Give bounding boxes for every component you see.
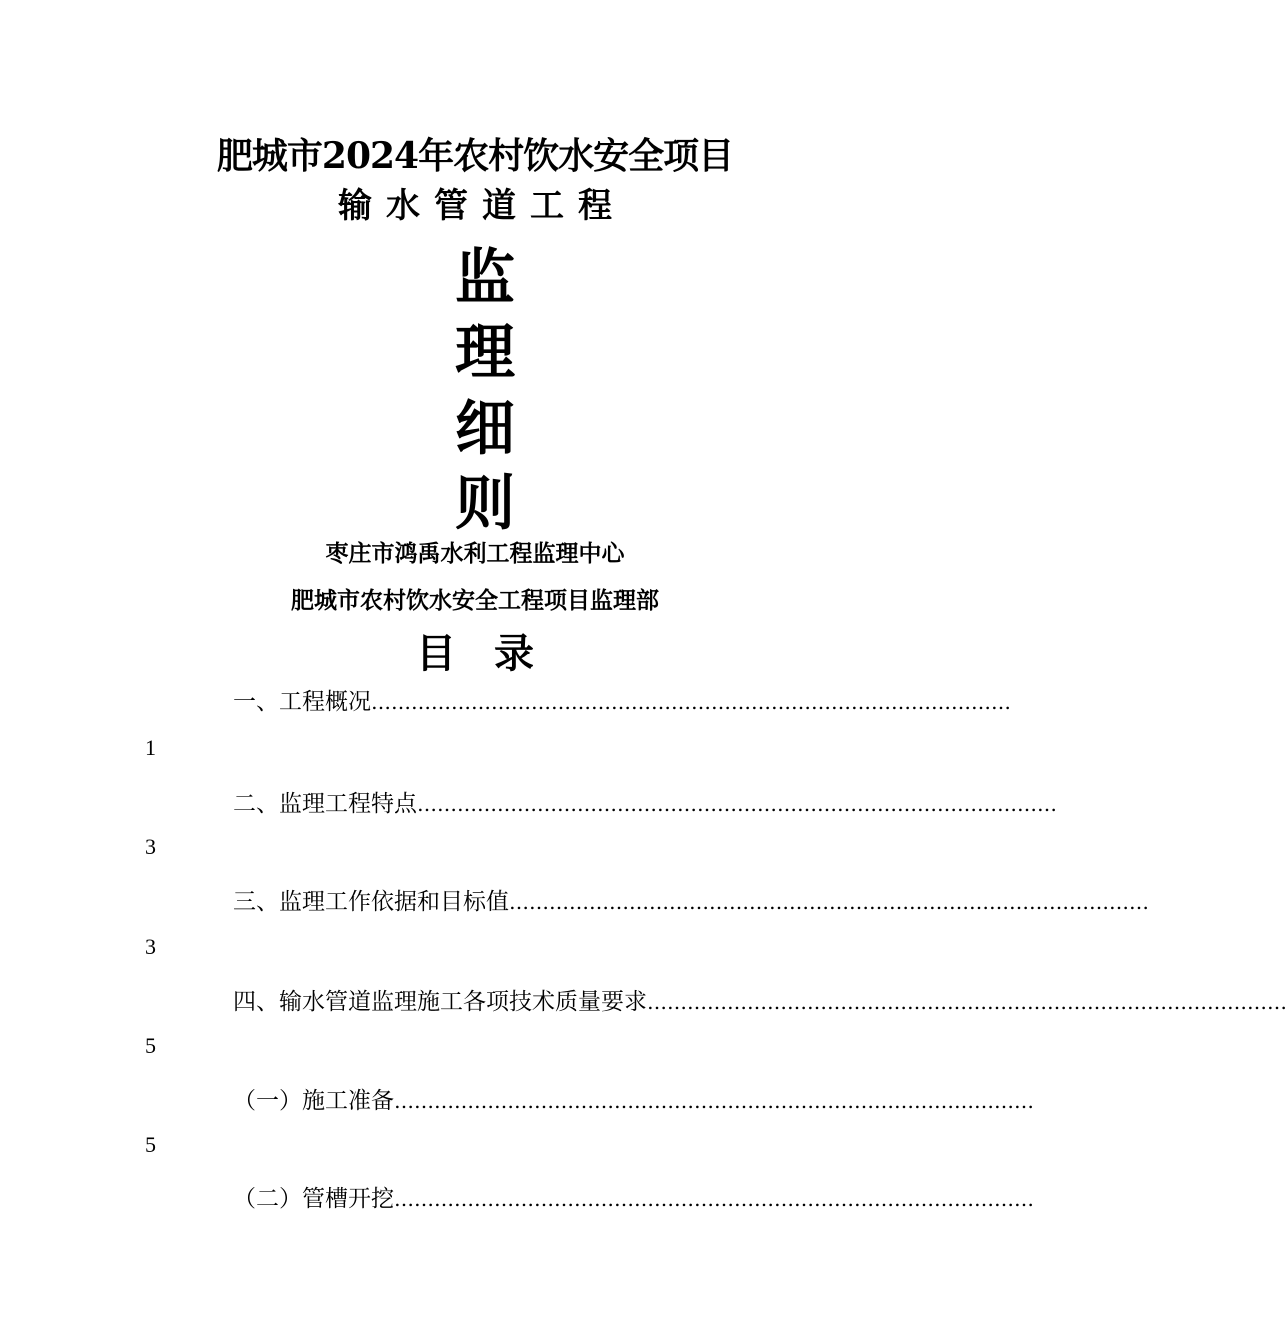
toc-entry-label: 三、监理工作依据和目标值 — [233, 889, 509, 915]
toc-entry[interactable] — [233, 883, 1149, 916]
toc-entry[interactable] — [233, 983, 1287, 1016]
toc-entry-label: 四、输水管道监理施工各项技术质量要求 — [233, 989, 647, 1015]
big-title-char-2: 理 — [455, 318, 515, 388]
toc-heading — [0, 622, 950, 679]
toc-leader-dots: …………………………………………………………………………………… — [417, 792, 1057, 816]
toc-entry[interactable] — [233, 683, 1011, 716]
toc-leader-dots: …………………………………………………………………………………… — [647, 990, 1287, 1014]
organization-name: 枣庄市鸿禹水利工程监理中心 — [325, 540, 625, 567]
toc-entry[interactable] — [233, 1180, 1034, 1213]
toc-entry[interactable] — [233, 1082, 1034, 1115]
project-title: 肥城市2024年农村饮水安全项目 — [216, 135, 734, 177]
toc-leader-dots: …………………………………………………………………………………… — [509, 890, 1149, 914]
toc-entry-label: 一、工程概况 — [233, 689, 371, 715]
toc-leader-dots: …………………………………………………………………………………… — [394, 1187, 1034, 1211]
toc-entry[interactable] — [233, 785, 1057, 818]
toc-entry-label: （二）管槽开挖 — [233, 1186, 394, 1212]
toc-page-number: 5 — [145, 1132, 156, 1157]
toc-leader-dots: …………………………………………………………………………………… — [371, 690, 1011, 714]
toc-page-number: 5 — [145, 1033, 156, 1058]
toc-entry-label: （一）施工准备 — [233, 1088, 394, 1114]
big-title-char-3: 细 — [455, 394, 515, 464]
big-title-char-4: 则 — [455, 469, 515, 539]
toc-page-number: 1 — [145, 735, 156, 760]
toc-heading-part1: 目 — [416, 630, 456, 677]
department-name: 肥城市农村饮水安全工程项目监理部 — [291, 587, 659, 614]
toc-heading-part2: 录 — [494, 630, 534, 677]
toc-leader-dots: …………………………………………………………………………………… — [394, 1089, 1034, 1113]
toc-page-number: 3 — [145, 934, 156, 959]
big-title-char-1: 监 — [455, 243, 515, 313]
project-subtitle: 输水管道工程 — [338, 186, 626, 226]
toc-page-number: 3 — [145, 834, 156, 859]
toc-entry-label: 二、监理工程特点 — [233, 791, 417, 817]
